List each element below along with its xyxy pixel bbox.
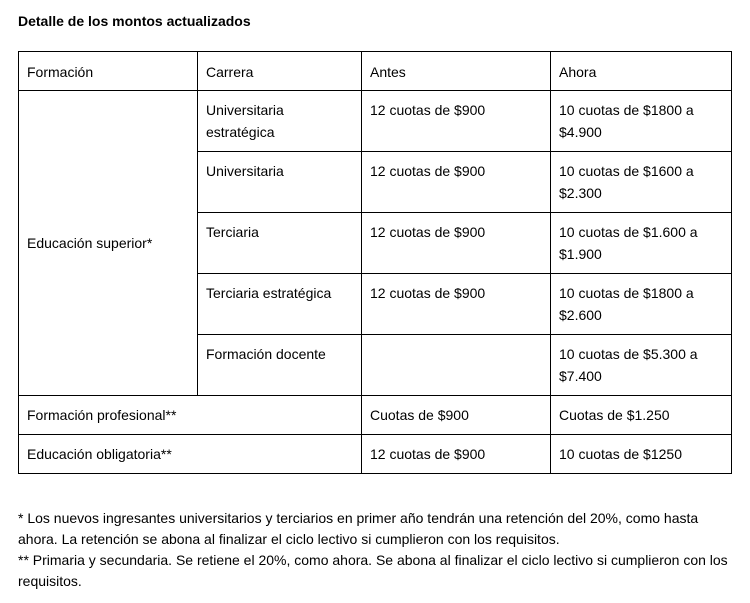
ahora-cell: Cuotas de $1.250	[551, 396, 732, 435]
antes-cell: Cuotas de $900	[362, 396, 551, 435]
carrera-cell: Terciaria	[198, 213, 362, 274]
antes-cell: 12 cuotas de $900	[362, 435, 551, 474]
table-header-row	[19, 52, 732, 91]
antes-cell: 12 cuotas de $900	[362, 213, 551, 274]
carrera-cell: Universitaria	[198, 152, 362, 213]
formacion-cell: Formación profesional**	[19, 396, 362, 435]
ahora-cell: 10 cuotas de $1600 a $2.300	[551, 152, 732, 213]
table-row	[19, 91, 732, 152]
header-carrera: Carrera	[198, 52, 362, 91]
footnotes	[18, 508, 733, 592]
antes-cell	[362, 335, 551, 396]
table-row	[19, 396, 732, 435]
formacion-cell: Educación superior*	[19, 91, 198, 396]
antes-cell: 12 cuotas de $900	[362, 91, 551, 152]
carrera-cell: Terciaria estratégica	[198, 274, 362, 335]
footnote-1: * Los nuevos ingresantes universitarios y terciarios en primer año tendrán una retención del 20%, como hasta ahora. La retención se abona al finalizar el ciclo lectivo si cumplieron con los requisitos.	[18, 510, 699, 547]
ahora-cell: 10 cuotas de $1.600 a $1.900	[551, 213, 732, 274]
amounts-table	[18, 51, 732, 474]
header-ahora: Ahora	[551, 52, 732, 91]
ahora-cell: 10 cuotas de $1800 a $4.900	[551, 91, 732, 152]
antes-cell: 12 cuotas de $900	[362, 274, 551, 335]
footnote-2: ** Primaria y secundaria. Se retiene el 20%, como ahora. Se abona al finalizar el ciclo lectivo si cumplieron con los requisitos.	[18, 552, 728, 589]
header-antes: Antes	[362, 52, 551, 91]
carrera-cell: Formación docente	[198, 335, 362, 396]
antes-cell: 12 cuotas de $900	[362, 152, 551, 213]
table-row	[19, 435, 732, 474]
ahora-cell: 10 cuotas de $1250	[551, 435, 732, 474]
carrera-cell: Universitaria estratégica	[198, 91, 362, 152]
ahora-cell: 10 cuotas de $5.300 a $7.400	[551, 335, 732, 396]
header-formacion: Formación	[19, 52, 198, 91]
page-title: Detalle de los montos actualizados	[18, 13, 251, 29]
formacion-cell: Educación obligatoria**	[19, 435, 362, 474]
ahora-cell: 10 cuotas de $1800 a $2.600	[551, 274, 732, 335]
